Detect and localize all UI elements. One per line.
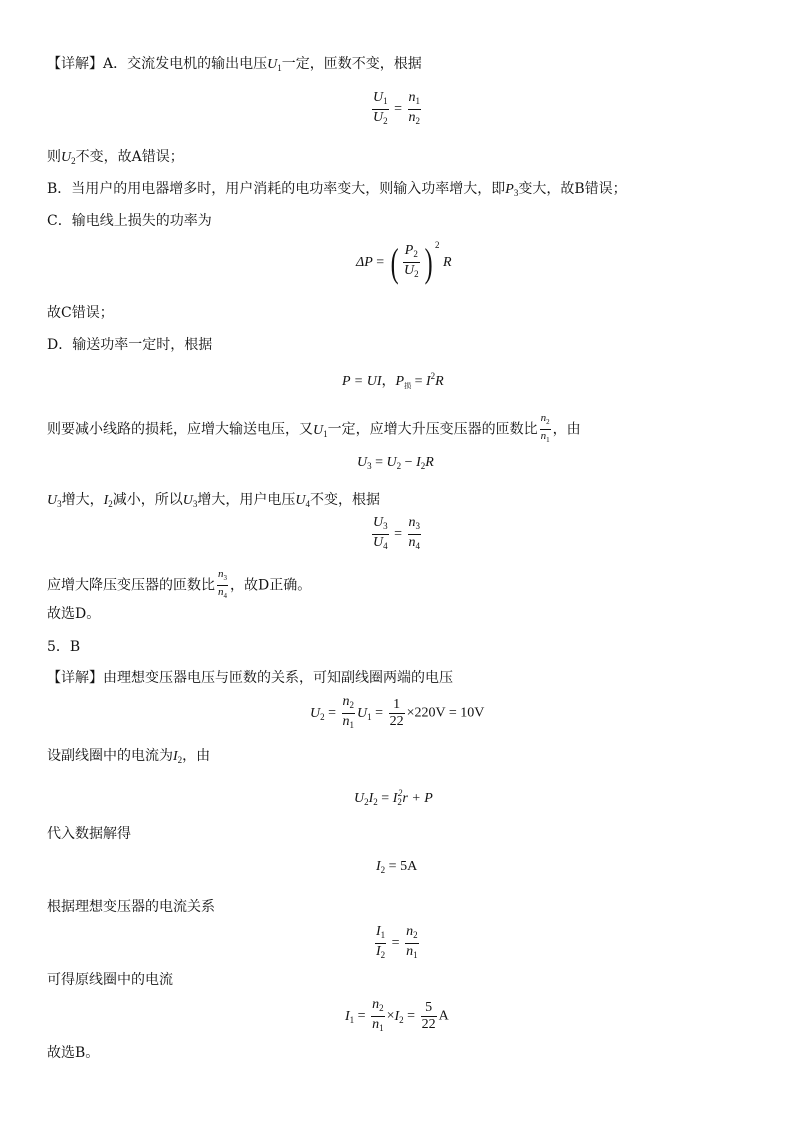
equation-2: ΔP = ( $\frac{P_2}{U_2}$ ) $^2$ R — [356, 239, 452, 285]
text-line-4: C．输电线上损失的功率为 — [47, 213, 212, 229]
inline-fraction: $\frac{n_3}{n_4}$ — [218, 568, 227, 600]
equation-5: $\frac{U_3}{U_4}$ = $\frac{n_3}{n_4}$ — [373, 515, 421, 551]
fraction: $\frac{U_1}{U_2}$ — [373, 90, 388, 126]
text-line-8: $U_3$增大，$I_2$减小，所以$U_3$增大，用户电压$U_4$不变，根据 — [47, 492, 381, 509]
text-line-16: 可得原线圈中的电流 — [47, 972, 173, 988]
text-line-12: 【详解】由理想变压器电压与匝数的关系，可知副线圈两端的电压 — [47, 670, 453, 686]
text-line-1 — [47, 54, 422, 78]
equation-6: $U_2$ = $\frac{n_2}{n_1}$ $U_1$ = $\frac{1}{22}$ ×220V = 10V — [310, 694, 485, 730]
equation-1: $\frac{U_1}{U_2}$ = $\frac{n_1}{n_2}$ — [370, 90, 423, 129]
text-line-6: D．输送功率一定时，根据 — [47, 337, 213, 353]
text-line-14: 代入数据解得 — [47, 826, 131, 842]
text-line-15: 根据理想变压器的电流关系 — [47, 899, 215, 915]
text-line-7: 则要减小线路的损耗，应增大输送电压，又$U_1$一定，应增大升压变压器的匝数比 $\frac{n_2}{n_1}$ ，由 — [47, 412, 581, 447]
text-line-13: 设副线圈中的电流为$I_2$，由 — [47, 748, 211, 765]
fraction: $\frac{n_1}{n_2}$ — [408, 90, 421, 126]
text-span: 【详解】A．交流发电机的输出电压 — [47, 56, 268, 72]
text-line-5: 故C错误； — [47, 305, 114, 321]
equation-4: $U_3 = U_2 - I_2R$ — [357, 455, 434, 471]
text-line-11: 5．B — [47, 639, 81, 655]
text-line-17: 故选B。 — [47, 1045, 100, 1061]
equation-9: $\frac{I_1}{I_2}$ = $\frac{n_2}{n_1}$ — [376, 924, 418, 960]
text-line-2: 则$U_2$不变，故A错误； — [47, 149, 184, 166]
math-var: $U_1$ — [267, 57, 282, 73]
equation-10: $I_1$ = $\frac{n_2}{n_1}$ $\times I_2$ = $\frac{5}{22}$ A — [345, 997, 449, 1033]
equation-3: P = UI，$P_损 = I^2R$ — [342, 371, 444, 390]
text-line-10: 故选D。 — [47, 606, 101, 622]
text-span: 一定，匝数不变，根据 — [281, 56, 422, 72]
text-line-9: 应增大降压变压器的匝数比 $\frac{n_3}{n_4}$ ，故D正确。 — [47, 568, 311, 603]
equation-7: $U_2I_2 = I_2^2r + P$ — [354, 788, 433, 807]
inline-fraction: $\frac{n_2}{n_1}$ — [540, 412, 550, 444]
text-line-3: B．当用户的用电器增多时，用户消耗的电功率变大，则输入功率增大，即$P_3$变大，故B错误； — [47, 181, 627, 198]
equation-8: $I_2 = 5A$ — [376, 859, 418, 875]
